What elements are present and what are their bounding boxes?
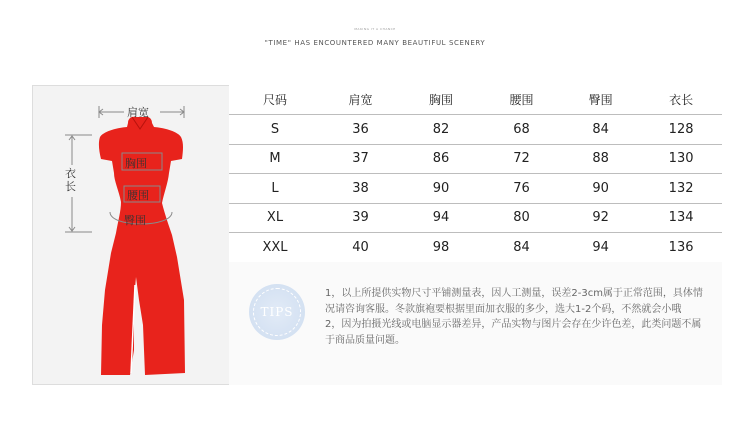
table-cell: 94	[400, 203, 482, 233]
tip-line-2: 2，因为拍摄光线或电脑显示器差异，产品实物与图片会存在少许色差，此类问题不属于商品质量问题。	[325, 319, 702, 346]
table-cell: 76	[482, 174, 561, 204]
table-cell: L	[229, 174, 321, 204]
table-cell: 84	[482, 233, 561, 263]
header-cell: 腰围	[482, 85, 561, 115]
table-cell: 134	[640, 203, 722, 233]
table-row	[229, 233, 722, 263]
table-cell: XL	[229, 203, 321, 233]
tips-badge	[249, 284, 305, 340]
dress-illustration	[32, 85, 228, 385]
table-cell: S	[229, 115, 321, 145]
header-cell: 臀围	[561, 85, 640, 115]
tip-line-1: 1，以上所提供实物尺寸平铺测量表，因人工测量，误差2-3cm属于正常范围，具体情况请咨询客服。冬款旗袍要根据里面加衣服的多少，选大1-2个码，不然就会小哦	[325, 288, 703, 315]
table-cell: 88	[561, 144, 640, 174]
table-cell: 39	[321, 203, 400, 233]
header-cell: 胸围	[400, 85, 482, 115]
table-cell: 68	[482, 115, 561, 145]
table-cell: 36	[321, 115, 400, 145]
shoulder-label: 肩宽	[127, 106, 149, 119]
table-cell: 92	[561, 203, 640, 233]
waist-label: 腰围	[127, 189, 149, 202]
table-cell: 84	[561, 115, 640, 145]
table-row	[229, 203, 722, 233]
table-cell: 90	[561, 174, 640, 204]
table-row	[229, 144, 722, 174]
tagline: "TIME" HAS ENCOUNTERED MANY BEAUTIFUL SCENERY	[264, 39, 486, 47]
table-cell: 98	[400, 233, 482, 263]
length-label: 衣长	[65, 167, 76, 193]
table-cell: 130	[640, 144, 722, 174]
header-cell: 衣长	[640, 85, 722, 115]
tips-section	[229, 262, 722, 385]
table-cell: 90	[400, 174, 482, 204]
table-cell: 72	[482, 144, 561, 174]
tiny-caption: MAKING IT A CHANCE	[354, 27, 396, 31]
table-cell: 82	[400, 115, 482, 145]
hip-label: 臀围	[124, 214, 146, 227]
table-cell: M	[229, 144, 321, 174]
table-cell: 86	[400, 144, 482, 174]
size-table-wrap	[229, 85, 722, 262]
table-cell: 80	[482, 203, 561, 233]
size-table	[229, 85, 722, 292]
table-cell: 40	[321, 233, 400, 263]
table-cell: 132	[640, 174, 722, 204]
table-cell: XXL	[229, 233, 321, 263]
header-cell: 尺码	[229, 85, 321, 115]
table-cell: 38	[321, 174, 400, 204]
table-cell: 136	[640, 233, 722, 263]
header-cell: 肩宽	[321, 85, 400, 115]
table-cell: 128	[640, 115, 722, 145]
tips-badge-label: TIPS	[260, 305, 294, 319]
dress-figure	[32, 85, 228, 385]
table-row	[229, 174, 722, 204]
table-cell: 37	[321, 144, 400, 174]
table-row	[229, 115, 722, 145]
tips-notes	[325, 286, 710, 348]
table-cell: 94	[561, 233, 640, 263]
table-header-row	[229, 85, 722, 115]
bust-label: 胸围	[125, 157, 147, 170]
